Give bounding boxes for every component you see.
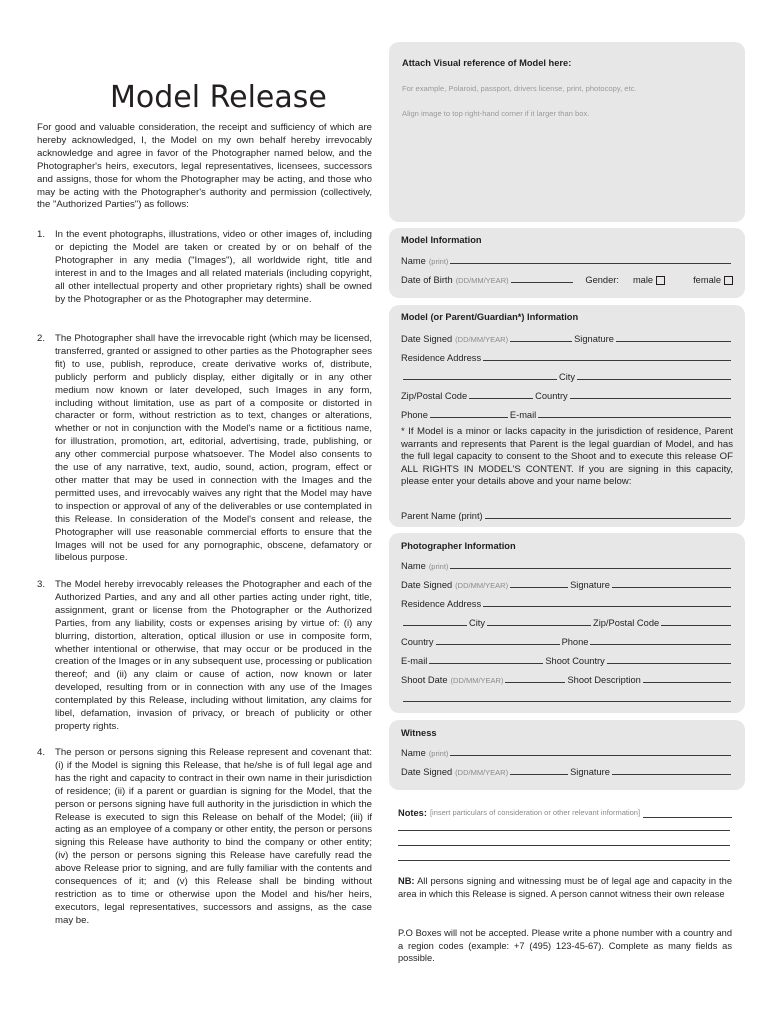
photographer-residence-row [401,595,733,609]
photographer-email-row [401,652,733,666]
photographer-phone-field[interactable] [590,644,731,645]
notes-row [398,807,732,820]
notes-hint: [insert particulars of consideration or other relevant information] [429,808,641,817]
guardian-city-row [401,368,733,382]
photographer-address-line-field[interactable] [403,625,467,626]
model-dob-field[interactable] [511,282,573,283]
clause-1 [37,229,372,306]
field-label: female [693,275,721,285]
field-hint: (DD/MM/YEAR) [455,581,509,590]
witness-name-row [401,744,733,758]
section-title: Model (or Parent/Guardian*) Information [401,312,579,322]
clause-text: The Model hereby irrevocably releases the Photographer and each of the Authorized Parties, and any and all other parties acting under right, title, assignment, grant or license from the Photographer or the Authorized Parties, from any liability, costs or expenses arising by virtue of: (i) any blurring, distortion, alteration, optical illusion or use in composite form, whether intentional or otherwise, that may occur or be produced in the creation of the Images or in any subsequent use, processing or publication thereof; and (ii) any claim or cause of action, now known or later developed, resulting from or in connection with any use of the Images contemplated by this Release, including without limitation, any claims for libel, defamation, invasion of privacy, or breach of publicity or other property rights. [55,579,372,732]
document-title: Model Release [110,80,327,115]
photographer-date-field[interactable] [510,587,568,588]
witness-section [389,720,745,790]
clause-text: The person or persons signing this Release represent and covenant that: (i) if the Model is signing this Release, that he/she is of full legal age and has the right and capacity to contract in their own name in their jurisdiction of residence; (ii) if a parent or guardian is signing for the Model, that the person or persons signing have full authority in the jurisdiction in which the Release is executed to sign this Release on behalf of the Model; (iii) if acting as an employee of a company or other entity, the person or persons signing this Release have authority to bind the company or other entity; (iv) the person or persons signing this Release have carefully read the above Release prior to signing, and are fully familiar with the contents and consequences of it; and (v) this Release shall be binding without restriction as to time or otherwise upon the Model and his/her heirs, executors, legal representatives, successors and assigns, as the case may be. [55,747,372,926]
notes-label: Notes: [398,808,427,818]
visual-reference-hint: For example, Polaroid, passport, drivers license, print, photocopy, etc. [402,84,637,93]
visual-reference-title: Attach Visual reference of Model here: [402,58,572,68]
visual-reference-box[interactable] [389,42,745,222]
shoot-description-field[interactable] [643,682,731,683]
field-hint: (DD/MM/YEAR) [455,276,509,285]
field-hint: (print) [428,749,449,758]
clause-number: 4. [37,747,46,758]
witness-signature-field[interactable] [612,774,731,775]
visual-reference-align-hint: Align image to top right-hand corner if it larger than box. [402,109,590,118]
field-hint: (DD/MM/YEAR) [455,768,509,777]
section-title: Witness [401,728,437,738]
shoot-date-field[interactable] [505,682,565,683]
field-label: City [469,618,486,628]
photographer-signature-field[interactable] [612,587,731,588]
clause-text: The Photographer shall have the irrevocable right (which may be licensed, transferred, granted or assigned to other parties as the Photographer sees fit) to use, publish, reproduce, create derivative works of, distribute, publicly perform and publicly display, either digitally or in any other medium now known or later developed, such Images in any form, including without limitation, use as part of a composite or distorted in character or form, without restriction as to text, changes or alterations, whether or not in conjunction with the Model's name or a fictitious name, for illustration, promotion, art, editorial, advertising, trade, publishing, or any other commercial purpose whatsoever. The Model also consents to the use of any narrative, text, audio, sound, action, program, effect or other matter that may be used in connection with the Images and the permitted uses, and irrevocably waives any right that the Model may have to inspection or approval of any of the deliverables or use contemplated in this Release. In consideration of the Model's consent and release, the Photographer will use reasonable commercial efforts to ensure that the Images will not be used for any pornographic, obscene, defamatory or libelous purpose. [55,333,372,564]
field-label: Gender: [585,275,619,285]
clause-3 [37,579,372,734]
shoot-description-line-field[interactable] [403,701,731,702]
notes-line[interactable] [398,830,730,831]
photographer-city-field[interactable] [487,625,591,626]
clause-4 [37,747,372,928]
guardian-information-section [389,305,745,527]
section-title: Model Information [401,235,482,245]
guardian-phone-field[interactable] [430,417,508,418]
shoot-description-row [401,690,733,704]
field-hint: (print) [428,257,449,266]
field-hint: (DD/MM/YEAR) [455,335,509,344]
guardian-address-line-field[interactable] [403,379,557,380]
intro-paragraph: For good and valuable consideration, the receipt and sufficiency of which are hereby acknowledged, I, the Model on my own behalf hereby irrevocably acknowledge and agree in favor of the Photographer named below, and the Photographer's heirs, executors, legal representatives, licensees, successors and assigns, those for whom the Photographer may be acting, and those who may be acting with the Photographer's authority and permission (collectively, the "Authorized Parties") as follows: [37,122,372,211]
clause-text: In the event photographs, illustrations, video or other images of, including or depicting the Model are taken or created by or on behalf of the Photographer in any media ("Images"), all worldwide right, title and interest in and to the Images and all related materials (including copyright, all other intellectual property and other proprietary rights) shall be owned by the Photographer or as the Photographer may determine. [55,229,372,305]
field-label: Signature [574,334,614,344]
notes-line[interactable] [398,860,730,861]
field-label: Country [401,637,434,647]
guardian-phone-row [401,406,733,420]
photographer-name-row [401,557,733,571]
field-label: male [632,275,654,285]
field-label: Date Signed [401,767,453,777]
field-label: Shoot Country [545,656,605,666]
field-label: Date Signed [401,580,453,590]
po-box-notice: P.O Boxes will not be accepted. Please write a phone number with a country and a region codes (example: +7 (495) 123-45-67). Complete as many fields as possible. [398,928,732,964]
field-label: Shoot Date [401,675,448,685]
guardian-note: * If Model is a minor or lacks capacity in the jurisdiction of residence, Parent warrants and represents that Parent is the legal guardian of Model, and has the full legal capacity to consent to the Shoot and to execute this release OF ALL RIGHTS IN MODEL'S CONTENT. If you are signing in this capacity, please enter your details above and your name below: [401,426,733,488]
field-label: Signature [570,767,610,777]
model-information-section [389,228,745,298]
field-label: Parent Name (print) [401,511,483,521]
nb-label: NB: [398,876,415,886]
field-label: E-mail [401,656,428,666]
male-checkbox[interactable] [656,276,665,285]
field-label: Name [401,748,426,758]
model-name-field[interactable] [450,263,731,264]
photographer-city-row [401,614,733,628]
guardian-residence-row [401,349,733,363]
notes-line[interactable] [398,845,730,846]
field-label: Residence Address [401,599,482,609]
field-label: Phone [561,637,589,647]
guardian-country-field[interactable] [570,398,731,399]
field-label: E-mail [509,410,537,420]
guardian-residence-field[interactable] [483,360,731,361]
clause-2 [37,333,372,565]
photographer-country-row [401,633,733,647]
field-label: Zip/Postal Code [401,391,468,401]
field-label: Residence Address [401,353,482,363]
photographer-residence-field[interactable] [483,606,731,607]
female-checkbox[interactable] [724,276,733,285]
guardian-email-field[interactable] [538,417,731,418]
photographer-zip-field[interactable] [661,625,731,626]
witness-date-row [401,763,733,777]
field-label: Name [401,561,426,571]
shoot-country-field[interactable] [607,663,731,664]
photographer-date-row [401,576,733,590]
photographer-information-section [389,533,745,713]
photographer-country-field[interactable] [436,644,560,645]
parent-name-field[interactable] [485,518,731,519]
field-hint: (print) [428,562,449,571]
field-label: Signature [570,580,610,590]
clause-number: 3. [37,579,46,590]
field-label: Shoot Description [567,675,641,685]
field-hint: (DD/MM/YEAR) [450,676,504,685]
field-label: Date Signed [401,334,453,344]
guardian-zip-row [401,387,733,401]
clause-number: 1. [37,229,46,240]
guardian-zip-field[interactable] [469,398,533,399]
nb-text: All persons signing and witnessing must be of legal age and capacity in the area in which this Release is signed. A person cannot witness their own release [398,876,732,899]
clause-number: 2. [37,333,46,344]
model-dob-row [401,271,733,285]
guardian-date-field[interactable] [510,341,572,342]
nb-notice [398,875,732,900]
notes-field[interactable] [643,817,732,818]
witness-name-field[interactable] [450,755,731,756]
field-label: Country [535,391,568,401]
photographer-email-field[interactable] [429,663,543,664]
parent-name-row [401,507,733,521]
guardian-signature-field[interactable] [616,341,731,342]
field-label: City [559,372,576,382]
guardian-date-row [401,330,733,344]
field-label: Phone [401,410,428,420]
section-title: Photographer Information [401,541,516,551]
shoot-date-row [401,671,733,685]
photographer-name-field[interactable] [450,568,731,569]
witness-date-field[interactable] [510,774,568,775]
guardian-city-field[interactable] [577,379,731,380]
field-label: Name [401,256,426,266]
model-name-row [401,252,733,266]
field-label: Date of Birth [401,275,453,285]
field-label: Zip/Postal Code [593,618,660,628]
